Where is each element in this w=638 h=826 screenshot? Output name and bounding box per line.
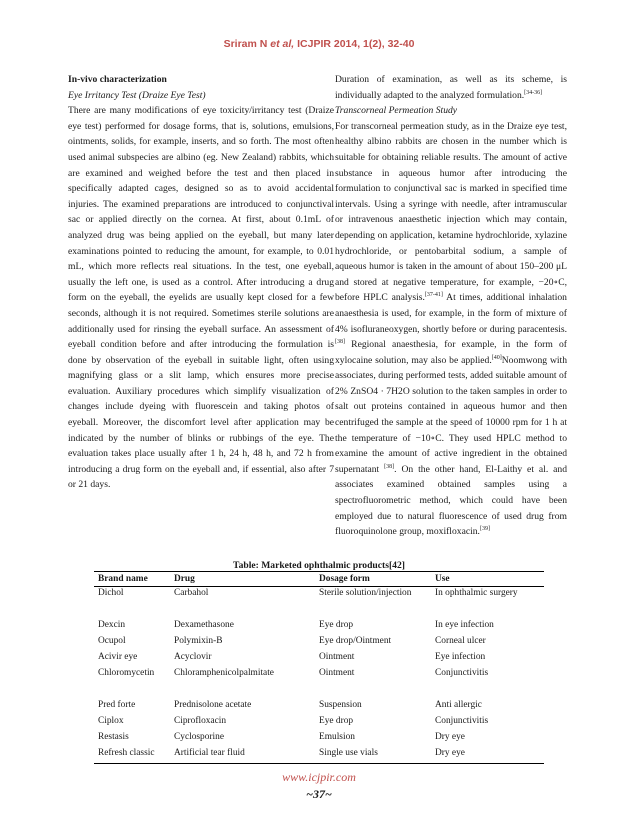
table-cell: Restasis <box>98 732 129 742</box>
table-cell: Corneal ulcer <box>435 636 486 646</box>
table-cell: Ciprofloxacin <box>174 716 227 726</box>
table-cell: Single use vials <box>315 747 431 764</box>
table-row <box>94 587 544 604</box>
table-cell: Conjunctivitis <box>435 716 489 726</box>
table-row <box>94 683 544 699</box>
table-cell: Chloramphenicolpalmitate <box>174 668 274 678</box>
table-title: Table: Marketed ophthalmic products[42] <box>233 560 405 571</box>
table-cell: Emulsion <box>319 732 355 742</box>
table-cell <box>315 603 431 619</box>
table-cell: Ocupol <box>98 636 126 646</box>
citation: [39] <box>479 526 490 533</box>
products-table <box>94 571 544 764</box>
table-row <box>94 619 544 635</box>
header-etal: et al, <box>270 38 295 50</box>
paragraph: For transcorneal permeation study, as in the Draize eye test, healthy albino rabbits are chosen in the number which is suitable for obtaining reliable results. The amount of active substance in aqueous humor after introducing the formulation to conjunctival sac is marked in specified time intervals. Using a syringe with needle, after intramuscular or intravenous anaesthetic injection which may contain, depending on application, ketamine hydrochloride, xylazine hydrochloride, or pentobarbital sodium, a sample of aqueous humor is taken in the amount of about 150–200 μL and stored at negative temperature, for example, −20∘C, before HPLC analysis.[37-41] At times, additional inhalation anaesthesia is used, for example, in the form of mixture of 4% isofluraneoxygen, shortly before or during paracentesis.[38] Regional anaesthesia, for example, in the form of xylocaine solution, may also be applied.[40]Noomwong with associates, during performed tests, added suitable amount of 2% ZnSO4 · 7H2O solution to the taken samples in order to salt out proteins contained in aqueous humor and then centrifuged the sample at the speed of 10000 rpm for 1 h at the temperature of −10∘C. They used HPLC method to examine the amount of active ingredient in the obtained supernatant [38]. On the other hand, El-Laithy et al. and associates examined obtained samples using a spectrofluorometric method, which could have been employed due to natural fluorescence of used drug from fluoroquinolone group, moxifloxacin.[39] <box>335 120 568 538</box>
table-cell <box>94 683 170 699</box>
header-journal: ICJPIR 2014, 1(2), 32-40 <box>294 38 415 50</box>
table-row <box>94 667 544 683</box>
page-number: ~37~ <box>306 787 332 801</box>
table-cell: Anti allergic <box>435 700 482 710</box>
section-heading: In-vivo characterization <box>68 74 167 85</box>
footer-website-link[interactable]: www.icjpir.com <box>282 770 356 784</box>
column-header: Brand name <box>94 572 170 587</box>
table-cell: Dexcin <box>98 620 126 630</box>
table-row <box>94 603 544 619</box>
table-cell <box>431 683 544 699</box>
citation: [34-36] <box>524 89 543 96</box>
table-cell: Suspension <box>319 700 362 710</box>
header-author: Sriram N <box>223 38 271 50</box>
table-row <box>94 635 544 651</box>
table-cell: Eye infection <box>435 652 486 662</box>
table-cell: Dichol <box>98 588 124 598</box>
table-cell: In ophthalmic surgery <box>435 588 518 598</box>
subsection-heading: Transcorneal Permeation Study <box>335 105 458 117</box>
table-cell: Eye drop <box>319 620 354 630</box>
right-column <box>335 72 567 540</box>
citation: [40] <box>491 354 502 361</box>
table-cell: Eye drop/Ointment <box>319 636 392 646</box>
table-cell: Acyclovir <box>174 652 212 662</box>
table-cell: Ciplox <box>98 716 124 726</box>
table-cell: Pred forte <box>98 700 136 710</box>
table-cell: Chloromycetin <box>98 668 155 678</box>
table-cell: Polymixin-B <box>174 636 223 646</box>
table-cell: Cyclosporine <box>174 732 224 742</box>
table-cell: Dry eye <box>431 747 544 764</box>
paragraph: There are many modifications of eye toxicity/irritancy test (Draize eye test) performed for dosage forms, that is, solutions, emulsions, ointments, solids, for example, inserts, and so forth. The most often used animal subspecies are albino (eg. New Zealand) rabbits, which are examined and weighed before the test and then placed in specifically adapted cages, designed so as to avoid accidental injuries. The examined preparations are introduced to conjunctival sac or applied directly on the cornea. At first, about 0.1mL of analyzed drug was being applied on the eyeball, but many later examinations pointed to reducing the amount, for example, to 0.01 mL, which more reflects real situations. In the test, one eyeball, usually the left one, is used as a control. After introducing a drug form on the eyeball, the eyelids are usually kept closed for a few seconds, although it is not required. Sometimes sterile solutions are additionally used for rinsing the eyeball surface. An assessment of eyeball condition before and after introducing the formulation is done by observation of the eyeball in suitable light, often using magnifying glass or a slit lamp, which ensures more precise evaluation. Auxiliary procedures which simplify visualization of changes include dyeing with fluorescein and taking photos of eyeball. Moreover, the discomfort level after application may be indicated by the number of blinks or rubbings of the eye. The evaluation takes place usually after 1 h, 24 h, 48 h, and 72 h from introducing a drug form on the eyeball and, if essential, also after 7 or 21 days. <box>68 105 334 491</box>
running-header <box>0 38 638 50</box>
table-cell <box>315 683 431 699</box>
table-row <box>94 731 544 747</box>
table-cell: Conjunctivitis <box>435 668 489 678</box>
left-column <box>68 72 334 493</box>
table-cell: Ointment <box>319 652 355 662</box>
column-header: Dosage form <box>315 572 431 587</box>
citation: [38] <box>384 463 395 470</box>
table-row <box>94 699 544 715</box>
table-cell: Dry eye <box>435 732 465 742</box>
table-cell: Dexamethasone <box>174 620 234 630</box>
table-cell <box>170 683 315 699</box>
table-row <box>94 747 544 764</box>
table-row <box>94 651 544 667</box>
table-cell: Refresh classic <box>94 747 170 764</box>
column-header: Drug <box>170 572 315 587</box>
table-cell <box>170 603 315 619</box>
citation: [38] <box>335 338 345 345</box>
table-cell: Artificial tear fluid <box>170 747 315 764</box>
table-cell: Eye drop <box>319 716 354 726</box>
paragraph: Duration of examination, as well as its scheme, is individually adapted to the analyzed formulation.[34-36] <box>335 74 567 101</box>
table-cell <box>94 603 170 619</box>
column-header: Use <box>431 572 544 587</box>
table-cell: Ointment <box>319 668 355 678</box>
table-row <box>94 715 544 731</box>
table-cell: In eye infection <box>435 620 494 630</box>
table-cell <box>431 603 544 619</box>
citation: [37-41] <box>424 292 443 299</box>
table-cell: Carbahol <box>174 588 209 598</box>
subsection-heading: Eye Irritancy Test (Draize Eye Test) <box>68 89 206 101</box>
table-cell: Acivir eye <box>98 652 138 662</box>
table-cell: Sterile solution/injection <box>319 588 412 598</box>
table-header-row <box>94 572 544 587</box>
table-cell: Prednisolone acetate <box>174 700 252 710</box>
